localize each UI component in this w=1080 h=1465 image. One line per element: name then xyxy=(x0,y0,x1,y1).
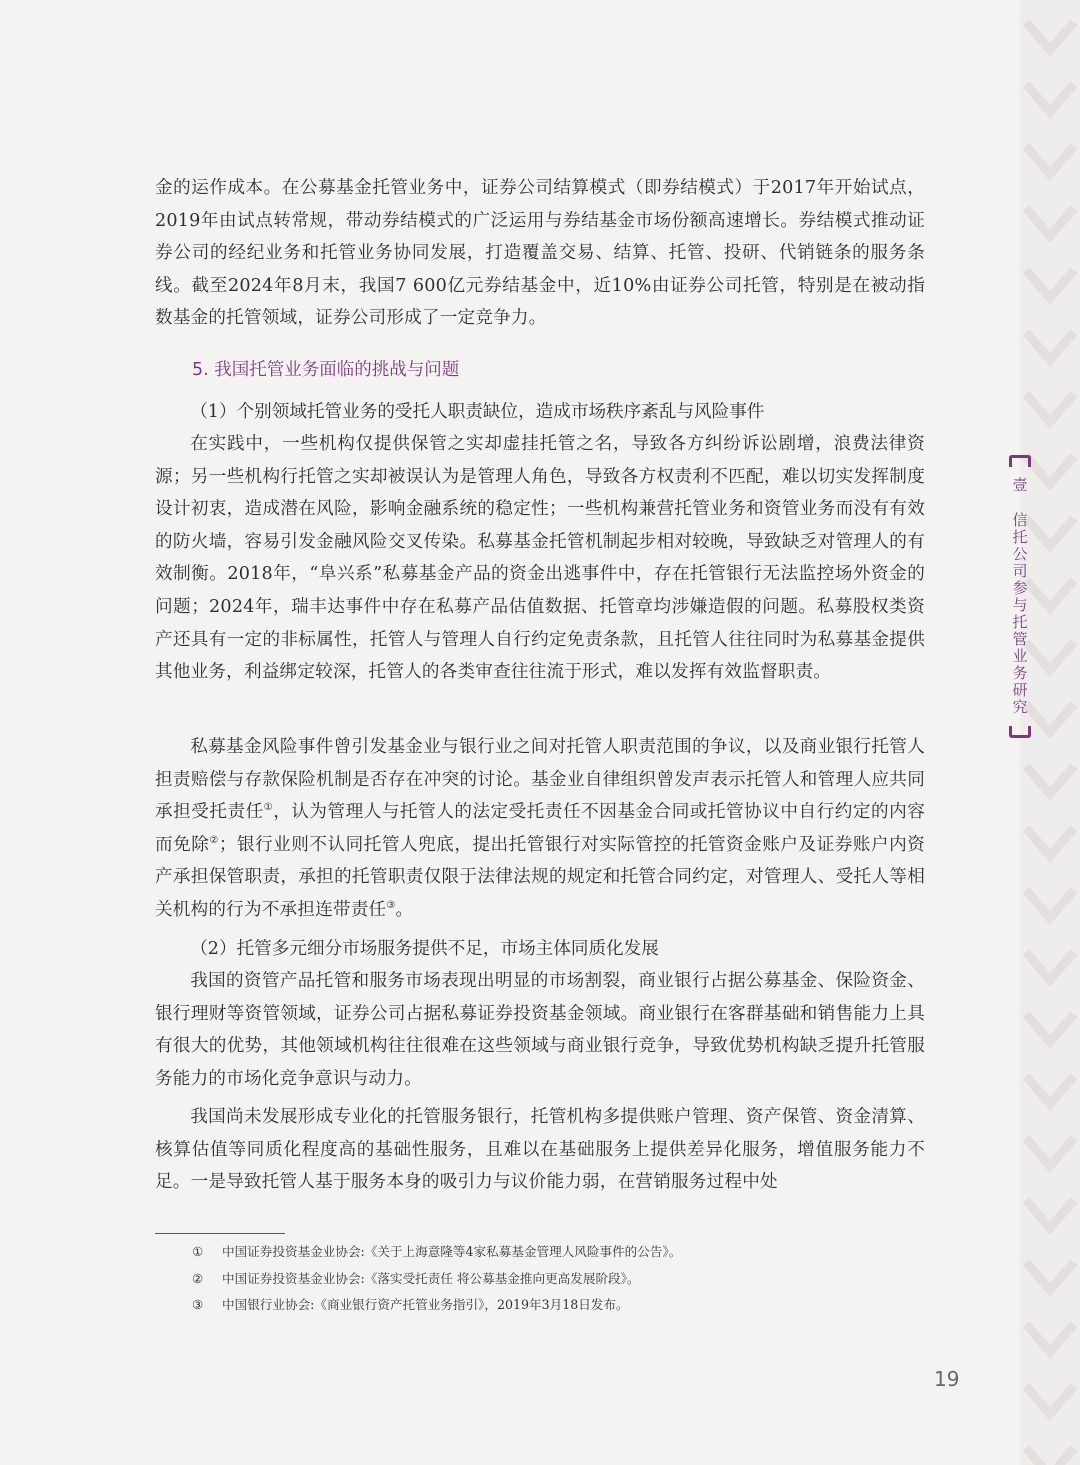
chapter-title: 信托公司参与托管业务研究 xyxy=(1010,512,1029,716)
paragraph-3 xyxy=(155,731,925,927)
footnote-text: 中国银行业协会:《商业银行资产托管业务指引》，2019年3月18日发布。 xyxy=(222,1297,629,1312)
subheading-1: （1）个别领域托管业务的受托人职责缺位，造成市场秩序紊乱与风险事件 xyxy=(190,402,765,422)
footnote-ref-2: ② xyxy=(209,834,219,846)
page-number: 19 xyxy=(934,1367,960,1391)
footnote-ref-1: ① xyxy=(263,802,274,814)
paragraph-5: 我国尚未发展形成专业化的托管服务银行，托管机构多提供账户管理、资产保管、资金清算、核算估值等同质化程度高的基础性服务，且难以在基础服务上提供差异化服务，增值服务能力不足。一是导致托管人基于服务本身的吸引力与议价能力弱，在营销服务过程中处 xyxy=(155,1107,925,1193)
chapter-side-tab xyxy=(1000,455,1040,738)
footnote-item xyxy=(192,1239,681,1266)
footnote-number: ③ xyxy=(192,1297,204,1312)
chapter-number: 壹 xyxy=(1010,477,1029,494)
footnote-divider xyxy=(155,1233,285,1234)
footnote-text: 中国证券投资基金业协会:《落实受托责任 将公募基金推向更高发展阶段》。 xyxy=(222,1270,640,1286)
subheading-2: （2）托管多元细分市场服务提供不足，市场主体同质化发展 xyxy=(190,939,659,959)
footnote-ref-3: ③ xyxy=(386,899,396,911)
paragraph-2: 在实践中，一些机构仅提供保管之实却虚挂托管之名，导致各方纠纷诉讼剧增，浪费法律资源；另一些机构行托管之实却被误认为是管理人角色，导致各方权责利不匹配，难以切实发挥制度设计初衷，造成潜在风险，影响金融系统的稳定性；一些机构兼营托管业务和资管业务而没有有效的防火墙，容易引发金融风险交叉传染。私募基金托管机制起步相对较晚，导致缺乏对管理人的有效制衡。2018年，“阜兴系”私募基金产品的资金出逃事件中，存在托管银行无法监控场外资金的问题；2024年，瑞丰达事件中存在私募产品估值数据、托管章均涉嫌造假的问题。私募股权类资产还具有一定的非标属性，托管人与管理人自行约定免责条款，且托管人往往同时为私募基金提供其他业务，利益绑定较深，托管人的各类审查往往流于形式，难以发挥有效监督职责。 xyxy=(155,434,925,683)
paragraph-3-part-b: ，认为管理人与托管人的法定受托责任不因基金合同或托管协议中自行约定的内容而免除 xyxy=(155,802,925,855)
footnote-item xyxy=(192,1266,681,1293)
paragraph-3-part-a: 私募基金风险事件曾引发基金业与银行业之间对托管人职责范围的争议，以及商业银行托管人担责赔偿与存款保险机制是否存在冲突的讨论。基金业自律组织曾发声表示托管人和管理人应共同承担受托责任 xyxy=(155,737,925,823)
bracket-bottom-icon xyxy=(1009,726,1031,738)
paragraph-3-part-c: ；银行业则不认同托管人兜底，提出托管银行对实际管控的托管资金账户及证券账户内资产承担保管职责，承担的托管职责仅限于法律法规的规定和托管合同约定，对管理人、受托人等相关机构的行为不承担连带责任 xyxy=(155,834,925,920)
paragraph-4: 我国的资管产品托管和服务市场表现出明显的市场割裂，商业银行占据公募基金、保险资金、银行理财等资管领域，证券公司占据私募证券投资基金领域。商业银行在客群基础和销售能力上具有很大的优势，其他领域机构往往很难在这些领域与商业银行竞争，导致优势机构缺乏提升托管服务能力的市场化竞争意识与动力。 xyxy=(155,971,925,1089)
footnote-item xyxy=(192,1292,681,1319)
paragraph-1: 金的运作成本。在公募基金托管业务中，证券公司结算模式（即券结模式）于2017年开始试点，2019年由试点转常规，带动券结模式的广泛运用与券结基金市场份额高速增长。券结模式推动证券公司的经纪业务和托管业务协同发展，打造覆盖交易、结算、托管、投研、代销链条的服务条线。截至2024年8月末，我国7 600亿元券结基金中，近10%由证券公司托管，特别是在被动指数基金的托管领域，证券公司形成了一定竞争力。 xyxy=(155,178,925,329)
bracket-top-icon xyxy=(1009,455,1031,467)
footnote-list xyxy=(192,1239,681,1319)
footnote-number: ① xyxy=(192,1244,204,1259)
paragraph-3-part-d: 。 xyxy=(395,899,414,920)
footnote-number: ② xyxy=(192,1270,204,1286)
section-heading-5: 5. 我国托管业务面临的挑战与问题 xyxy=(192,360,460,380)
footnote-text: 中国证券投资基金业协会:《关于上海意隆等4家私募基金管理人风险事件的公告》。 xyxy=(222,1244,682,1259)
